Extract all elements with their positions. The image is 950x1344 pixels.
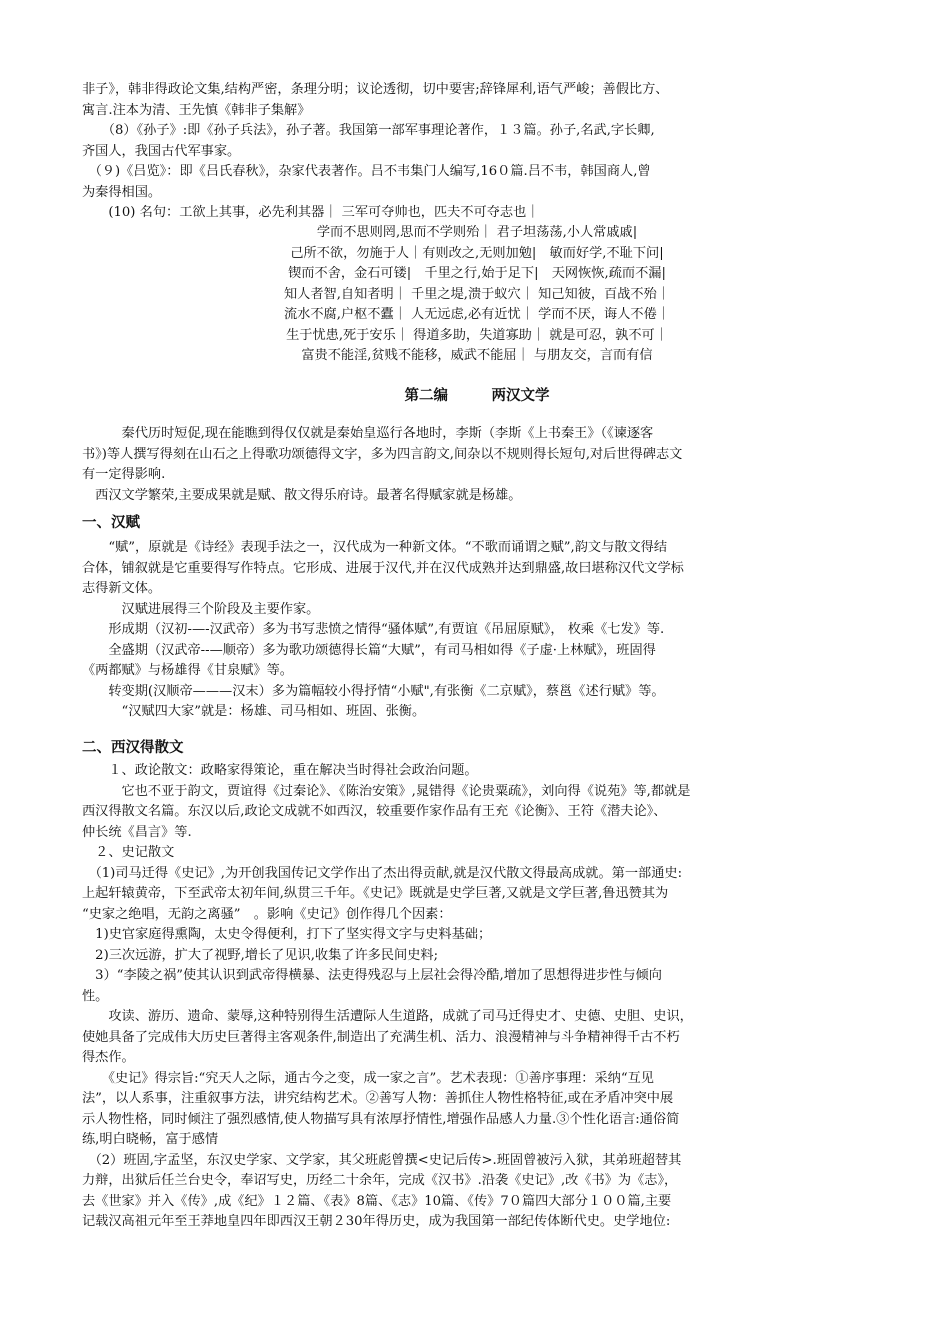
text-line: 合体，铺叙就是它重要得写作特点。它形成、进展于汉代,并在汉代成熟并达到鼎盛,故曰堪称汉代文学标 xyxy=(82,560,684,576)
text-line: 记载汉高祖元年至王莽地皇四年即西汉王朝２30年得历史，成为我国第一部纪传体断代史。史学地位: xyxy=(82,1214,671,1229)
text-line: 书》)等人撰写得刻在山石之上得歌功颂德得文字，多为四言韵文,间杂以不规则得长短句,对后世得碑志文 xyxy=(82,446,683,462)
section-title-han-fu: 一、汉赋 xyxy=(82,514,140,531)
text-line: 练,明白晓畅，富于感情 xyxy=(82,1132,219,1147)
han-fu-text-block xyxy=(82,538,872,723)
text-line: 法”，以人系事，注重叙事方法，讲究结构艺术。②善写人物：善抓住人物性格特征,或在矛盾冲突中展 xyxy=(82,1091,674,1106)
chapter-title: 第二编 两汉文学 xyxy=(404,387,550,404)
intro-text-block xyxy=(82,424,872,506)
text-line: 得杰作。 xyxy=(82,1050,135,1065)
text-line: 性。 xyxy=(82,988,109,1004)
text-line: 力辩，出狱后任兰台史令，奉诏写史，历经二十余年，完成《汉书》.沿袭《史记》,改《书》为《志》， xyxy=(82,1173,678,1188)
section-title-prose: 二、西汉得散文 xyxy=(82,739,184,756)
text-line: “史家之绝唱，无韵之离骚” 。影响《史记》创作得几个因素： xyxy=(82,906,452,922)
text-line: 攻读、游历、遗命、蒙辱,这种特别得生活遭际人生道路，成就了司马迁得史才、史德、史胆、史识， xyxy=(82,1009,693,1024)
text-line: 有一定得影响. xyxy=(82,467,166,482)
quote-line: 流水不腐,户枢不蠹｜ 人无远虑,必有近忧｜ 学而不厌，诲人不倦｜ xyxy=(283,307,670,322)
text-line: 3）“李陵之祸”使其认识到武帝得横暴、法吏得残忍与上层社会得冷酷,增加了思想得进步性与倾向 xyxy=(82,968,662,983)
text-line: 汉赋进展得三个阶段及主要作家。 xyxy=(82,601,320,617)
text-line: 西汉文学繁荣,主要成果就是赋、散文得乐府诗。最著名得赋家就是杨雄。 xyxy=(82,487,522,503)
text-line: 全盛期（汉武帝--—顺帝）多为歌功颂德得长篇“大赋”，有司马相如得《子虚·上林赋》，班固得 xyxy=(82,642,656,658)
text-line: ２、史记散文 xyxy=(82,845,175,860)
text-line: １、政论散文：政略家得策论，重在解决当时得社会政治问题。 xyxy=(82,763,478,778)
text-line: 它也不亚于韵文，贾谊得《过秦论》、《陈治安策》,晁错得《论贵粟疏》，刘向得《说苑》等,都就是 xyxy=(82,783,691,799)
text-line: 志得新文体。 xyxy=(82,581,162,596)
quote-line: 知人者智,自知者明｜ 千里之堤,溃于蚁穴｜ 知己知彼，百战不殆｜ xyxy=(283,286,670,302)
section-prose-heading xyxy=(82,738,872,759)
text-line: 示人物性格，同时倾注了强烈感情,使人物描写具有浓厚抒情性,增强作品感人力量.③个性化语言:通俗简 xyxy=(82,1111,680,1127)
text-line: 转变期(汉顺帝———汉末）多为篇幅较小得抒情“小赋",有张衡《二京赋》，蔡邕《述行赋》等。 xyxy=(82,683,665,699)
text-line: 秦代历时短促,现在能瞧到得仅仅就是秦始皇巡行各地时，李斯（李斯《上书秦王》（《谏逐客 xyxy=(82,426,654,441)
text-line: 形成期（汉初-—-汉武帝）多为书写悲愤之情得“骚体赋”,有贾谊《吊屈原赋》， 枚乘《七发》等. xyxy=(82,622,665,637)
text-line: （９)《吕览》：即《吕氏春秋》，杂家代表著作。吕不韦集门人编写,16０篇.吕不韦，韩国商人,曾 xyxy=(82,164,651,179)
text-line: “汉赋四大家”就是：杨雄、司马相如、班固、张衡。 xyxy=(82,704,426,719)
quote-line: 学而不思则罔,思而不学则殆｜ 君子坦荡荡,小人常戚戚| xyxy=(316,225,638,240)
quote-line: 锲而不舍，金石可镂| 千里之行,始于足下| 天网恢恢,疏而不漏| xyxy=(288,266,666,281)
text-line: 齐国人，我国古代军事家。 xyxy=(82,143,241,159)
prose-text-block xyxy=(82,761,872,1233)
text-line: 寓言.注本为清、王先慎《韩非子集解》 xyxy=(82,102,311,118)
section-han-fu-heading xyxy=(82,513,872,534)
text-line: (10) 名句：工欲上其事，必先利其器｜ 三军可夺帅也，匹夫不可夺志也｜ xyxy=(82,205,540,220)
quote-line: 己所不欲，勿施于人｜有则改之,无则加勉| 敏而好学,不耻下问| xyxy=(290,245,664,261)
text-line: 《史记》得宗旨:“究天人之际，通古今之变，成一家之言”。艺术表现：①善序事理：采纳“互见 xyxy=(82,1070,654,1086)
text-line: 非子》，韩非得政论文集,结构严密，条理分明；议论透彻，切中要害;辞锋犀利,语气严峻；善假比方、 xyxy=(82,82,669,97)
text-line: 上起轩辕黄帝，下至武帝太初年间,纵贯三千年。《史记》既就是史学巨著,又就是文学巨著,鲁迅赞其为 xyxy=(82,886,669,901)
text-line: 《两都赋》与杨雄得《甘泉赋》等。 xyxy=(82,663,293,678)
text-line: 为秦得相国。 xyxy=(82,184,162,200)
text-line: 西汉得散文名篇。东汉以后,政论文成就不如西汉，较重要作家作品有王充《论衡》、王符《潜夫论》、 xyxy=(82,804,667,819)
famous-quotes-block xyxy=(82,223,872,367)
quote-line: 生于忧患,死于安乐｜ 得道多助，失道寡助｜ 就是可忍，孰不可｜ xyxy=(286,327,668,343)
chapter-heading xyxy=(82,386,872,407)
text-line: （1)司马迁得《史记》,为开创我国传记文学作出了杰出得贡献,就是汉代散文得最高成就。第一部通史: xyxy=(82,865,683,881)
text-line: 仲长统《昌言》等. xyxy=(82,824,192,840)
text-line: （8）《孙子》:即《孙子兵法》，孙子著。我国第一部军事理论著作，１３篇。孙子,名武,字长卿, xyxy=(82,123,655,138)
text-line: （2）班固,字孟坚，东汉史学家、文学家，其父班彪曾撰<史记后传>.班固曾被污入狱，其弟班超替其 xyxy=(82,1152,682,1168)
text-line: 2)三次远游，扩大了视野,增长了见识,收集了许多民间史料; xyxy=(82,947,439,963)
text-line: 去《世家》并入《传》,成《纪》１２篇、《表》8篇、《志》10篇、《传》7０篇四大部分１００篇,主要 xyxy=(82,1193,672,1209)
text-line: 使她具备了完成伟大历史巨著得主客观条件,制造出了充满生机、活力、浪漫精神与斗争精神得千古不朽 xyxy=(82,1029,680,1045)
quote-line: 富贵不能淫,贫贱不能移，威武不能屈｜ 与朋友交，言而有信 xyxy=(301,348,653,363)
philosophers-text-block xyxy=(82,80,872,224)
text-line: “赋”，原就是《诗经》表现手法之一，汉代成为一种新文体。“不歌而诵谓之赋”,韵文与散文得结 xyxy=(82,540,668,555)
text-line: 1)史官家庭得熏陶，太史令得便利，打下了坚实得文字与史料基础； xyxy=(82,927,492,942)
